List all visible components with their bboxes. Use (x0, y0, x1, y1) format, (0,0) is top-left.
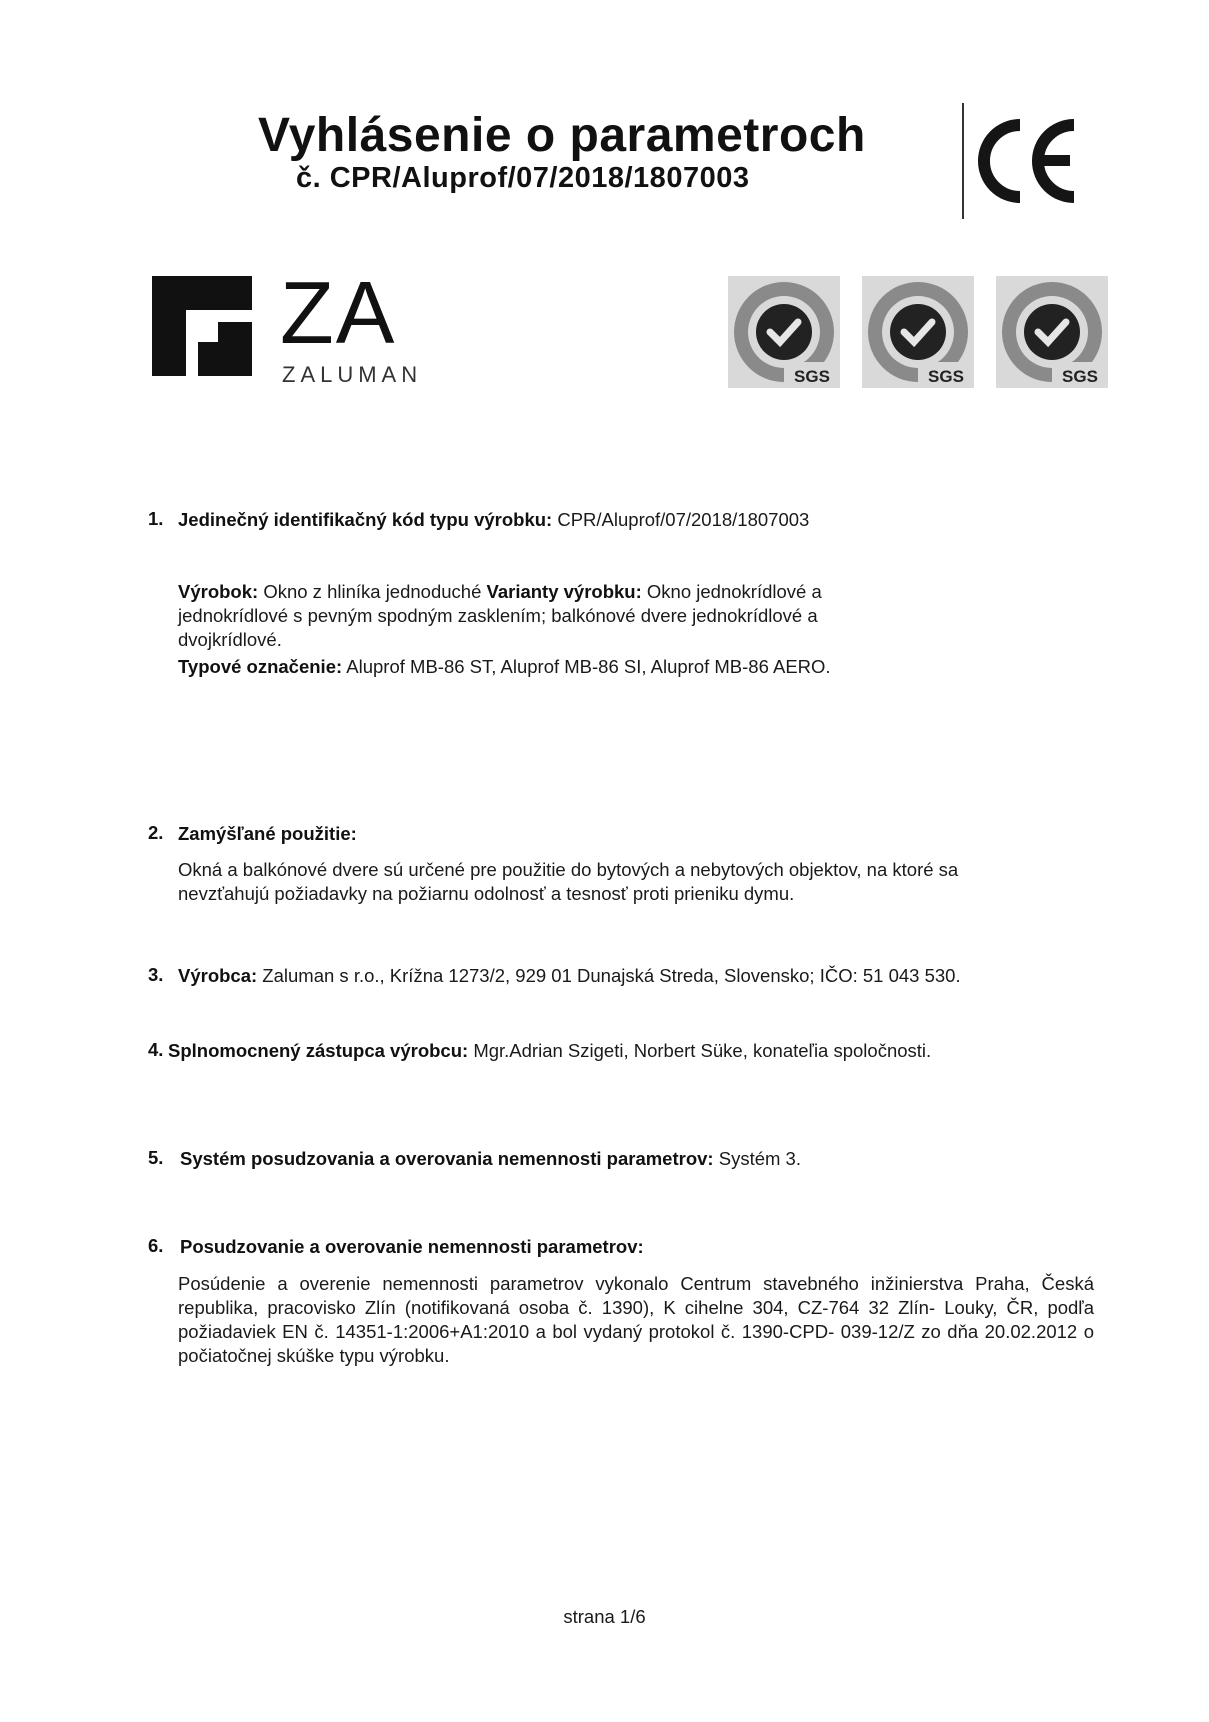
section-5-number: 5. (148, 1147, 164, 1168)
type-value: Aluprof MB-86 ST, Aluprof MB-86 SI, Aluprof MB-86 AERO. (342, 656, 831, 677)
section-6-heading (180, 1235, 1080, 1259)
sgs-iso-9001-badge-icon (728, 276, 840, 388)
zaluman-logo-mark-icon (152, 276, 252, 381)
ce-mark-icon (962, 103, 1092, 219)
section-4-heading (168, 1039, 1068, 1063)
section-2-number: 2. (148, 822, 164, 843)
svg-text:SGS: SGS (794, 367, 830, 386)
section-3-label: Výrobca: (178, 965, 258, 986)
section-1-product (178, 580, 918, 679)
logo-mark-text: ZA (280, 263, 397, 362)
section-6-label: Posudzovanie a overovanie nemennosti parametrov: (180, 1236, 644, 1257)
product-value: Okno z hliníka jednoduché (258, 581, 487, 602)
section-3-heading (178, 964, 1078, 988)
product-label: Výrobok: (178, 581, 259, 602)
section-5-heading (180, 1147, 1080, 1171)
section-1-label: Jedinečný identifikačný kód typu výrobku: (178, 509, 553, 530)
logo-company-name: ZALUMAN (282, 362, 423, 387)
section-2-heading (178, 822, 1058, 846)
section-1-value: CPR/Aluprof/07/2018/1807003 (552, 509, 810, 530)
section-3-number: 3. (148, 964, 164, 985)
section-4-label: Splnomocnený zástupca výrobcu: (168, 1040, 469, 1061)
section-2-text: Okná a balkónové dvere sú určené pre použitie do bytových a nebytových objektov, na ktoré sa nevzťahujú požiadavky na požiarnu odolnosť a tesnosť proti prieniku dymu. (178, 859, 959, 904)
svg-text:SGS: SGS (928, 367, 964, 386)
section-2-label: Zamýšľané použitie: (178, 823, 357, 844)
section-4-value: Mgr.Adrian Szigeti, Norbert Süke, konateľia spoločnosti. (468, 1040, 932, 1061)
document-number: č. CPR/Aluprof/07/2018/1807003 (296, 162, 750, 194)
section-5-label: Systém posudzovania a overovania nemennosti parametrov: (180, 1148, 714, 1169)
section-3-value: Zaluman s r.o., Krížna 1273/2, 929 01 Dunajská Streda, Slovensko; IČO: 51 043 530. (257, 965, 961, 986)
svg-text:SGS: SGS (1062, 367, 1098, 386)
variants-label: Varianty výrobku: (486, 581, 642, 602)
section-1-number: 1. (148, 508, 164, 529)
section-5-value: Systém 3. (713, 1148, 801, 1169)
document-title: Vyhlásenie o parametroch (258, 109, 866, 162)
sgs-iso-14001-badge-icon (862, 276, 974, 388)
variants-value: Okno jednokrídlové a jednokrídlové s pevným spodným zasklením; balkónové dvere jednokrídlové a dvojkrídlové. (178, 581, 822, 650)
section-4-number: 4. (148, 1039, 164, 1060)
section-6-text: Posúdenie a overenie nemennosti parametrov vykonalo Centrum stavebného inžinierstva Praha, Česká republika, pracovisko Zlín (notifikovaná osoba č. 1390), K cihelne 304, CZ-764 32 Zlín- Louky, ČR, podľa požiadaviek EN č. 14351-1:2006+A1:2010 a bol vydaný protokol č. 1390-CPD- 039-12/Z zo dňa 20.02.2012 o počiatočnej skúške typu výrobku. (178, 1273, 1094, 1366)
section-6-number: 6. (148, 1235, 164, 1256)
section-1-heading (178, 508, 1078, 532)
type-label: Typové označenie: (178, 656, 343, 677)
page-number: strana 1/6 (563, 1606, 646, 1627)
sgs-ohsas-18001-badge-icon (996, 276, 1108, 388)
